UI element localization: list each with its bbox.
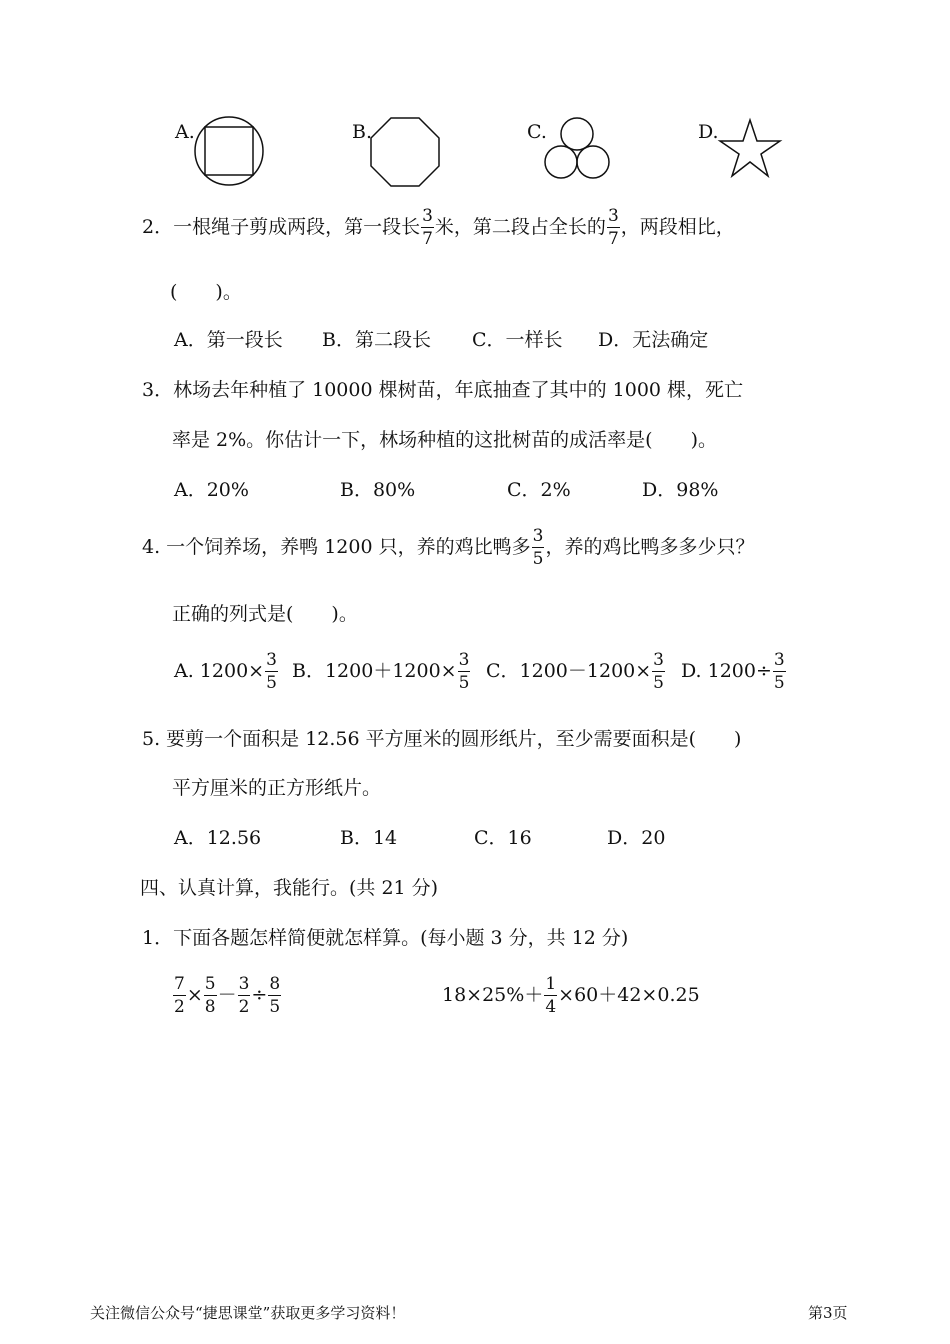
expr1-op-1: × — [186, 984, 203, 1006]
expr2-post: ×60＋42×0.25 — [558, 984, 700, 1006]
q2-text-1: 2．一根绳子剪成两段，第一段长 — [142, 216, 421, 238]
q4-opt-c-den: 5 — [653, 673, 664, 693]
expr2-fraction — [544, 976, 557, 1016]
expr2-f-den: 4 — [545, 997, 557, 1017]
expr1-f2-den: 8 — [204, 997, 216, 1017]
three-circles-figure — [542, 117, 614, 181]
question-4-line-1 — [142, 528, 754, 568]
option-d-label: D. — [698, 121, 719, 143]
q4-option-c — [486, 652, 666, 692]
q2-frac1-den: 7 — [422, 229, 433, 249]
expr1-f4-num: 8 — [269, 974, 281, 994]
q2-frac2-den: 7 — [607, 229, 619, 249]
q2-frac2-num: 3 — [607, 206, 619, 226]
expr1-f2-num: 5 — [204, 974, 216, 994]
q4-fraction — [532, 528, 545, 568]
q5-option-b: B．14 — [340, 827, 398, 849]
question-3-line-2: 率是 2%。你估计一下，林场种植的这批树苗的成活率是( )。 — [172, 429, 718, 451]
q3-option-a: A．20% — [174, 479, 249, 501]
q4-opt-d-num: 3 — [773, 650, 785, 670]
expr1-f4-den: 5 — [269, 997, 281, 1017]
q3-option-b: B．80% — [340, 479, 416, 501]
octagon-figure — [370, 117, 440, 187]
q4-opt-a-text: A. 1200× — [174, 660, 265, 682]
footer-promo-text: 关注微信公众号“捷思课堂”获取更多学习资料！ — [90, 1304, 406, 1322]
q4-text-1: 4. 一个饲养场，养鸭 1200 只，养的鸡比鸭多 — [142, 536, 531, 558]
section-4-heading: 四、认真计算，我能行。(共 21 分) — [140, 877, 439, 899]
expr1-fraction-3 — [238, 976, 251, 1016]
expr1-f1-num: 7 — [174, 974, 185, 994]
question-5-line-2: 平方厘米的正方形纸片。 — [172, 777, 382, 799]
q5-option-d: D．20 — [607, 827, 666, 849]
q3-option-c: C．2% — [507, 479, 571, 501]
calculation-expression-2 — [442, 976, 700, 1016]
q4-text-2: ，养的鸡比鸭多多少只？ — [545, 536, 755, 558]
q4-option-d — [681, 652, 787, 692]
q2-fraction-1 — [421, 208, 434, 248]
q4-option-b — [292, 652, 471, 692]
q4-opt-b-den: 5 — [458, 673, 470, 693]
calculation-expression-1 — [172, 976, 282, 1016]
q2-fraction-2 — [607, 208, 620, 248]
q4-opt-c-text: C．1200－1200× — [486, 660, 652, 682]
expr1-f3-num: 3 — [238, 974, 250, 994]
option-b-label: B. — [352, 121, 373, 143]
question-2-line-1 — [142, 208, 735, 248]
q2-option-c: C．一样长 — [472, 329, 563, 351]
q2-text-3: ，两段相比， — [620, 216, 735, 238]
q4-opt-b-num: 3 — [458, 650, 470, 670]
q4-opt-a-den: 5 — [266, 673, 277, 693]
expr1-f3-den: 2 — [238, 997, 250, 1017]
expr1-fraction-2 — [204, 976, 217, 1016]
expr1-op-3: ÷ — [251, 984, 268, 1006]
q5-option-a: A．12.56 — [174, 827, 262, 849]
q2-text-2: 米，第二段占全长的 — [434, 216, 606, 238]
q4-opt-b-fraction — [458, 652, 471, 692]
q2-frac1-num: 3 — [422, 206, 433, 226]
q3-option-d: D．98% — [642, 479, 719, 501]
q4-frac-num: 3 — [532, 526, 544, 546]
star-figure — [718, 118, 782, 178]
q4-opt-d-fraction — [773, 652, 786, 692]
q4-opt-a-num: 3 — [266, 650, 277, 670]
expr1-fraction-4 — [268, 976, 281, 1016]
q2-answer-blank: ( )。 — [170, 281, 242, 303]
q4-opt-d-text: D. 1200÷ — [681, 660, 772, 682]
q4-opt-a-fraction — [265, 652, 278, 692]
expr2-f-num: 1 — [545, 974, 557, 994]
question-3-line-1: 3．林场去年种植了 10000 棵树苗，年底抽查了其中的 1000 棵，死亡 — [142, 379, 744, 401]
q2-option-b: B．第二段长 — [322, 329, 431, 351]
page-number: 第3页 — [808, 1304, 848, 1322]
q2-option-d: D．无法确定 — [598, 329, 709, 351]
q4-option-a — [174, 652, 279, 692]
expr1-f1-den: 2 — [174, 997, 185, 1017]
section-4-subquestion-1: 1．下面各题怎样简便就怎样算。(每小题 3 分，共 12 分) — [142, 927, 629, 949]
q4-frac-den: 5 — [532, 549, 544, 569]
question-4-line-2: 正确的列式是( )。 — [172, 603, 358, 625]
expr2-pre: 18×25%＋ — [442, 984, 544, 1006]
q4-opt-c-fraction — [652, 652, 665, 692]
q4-opt-d-den: 5 — [773, 673, 785, 693]
q5-option-c: C．16 — [474, 827, 532, 849]
option-c-label: C. — [527, 121, 547, 143]
circle-with-inscribed-square-figure — [193, 115, 265, 187]
q4-opt-c-num: 3 — [653, 650, 664, 670]
expr1-op-2: － — [217, 984, 237, 1006]
q2-option-a: A．第一段长 — [174, 329, 283, 351]
expr1-fraction-1 — [173, 976, 186, 1016]
option-a-label: A. — [175, 121, 195, 143]
question-5-line-1: 5. 要剪一个面积是 12.56 平方厘米的圆形纸片，至少需要面积是( ) — [142, 728, 742, 750]
q4-opt-b-text: B．1200＋1200× — [292, 660, 457, 682]
